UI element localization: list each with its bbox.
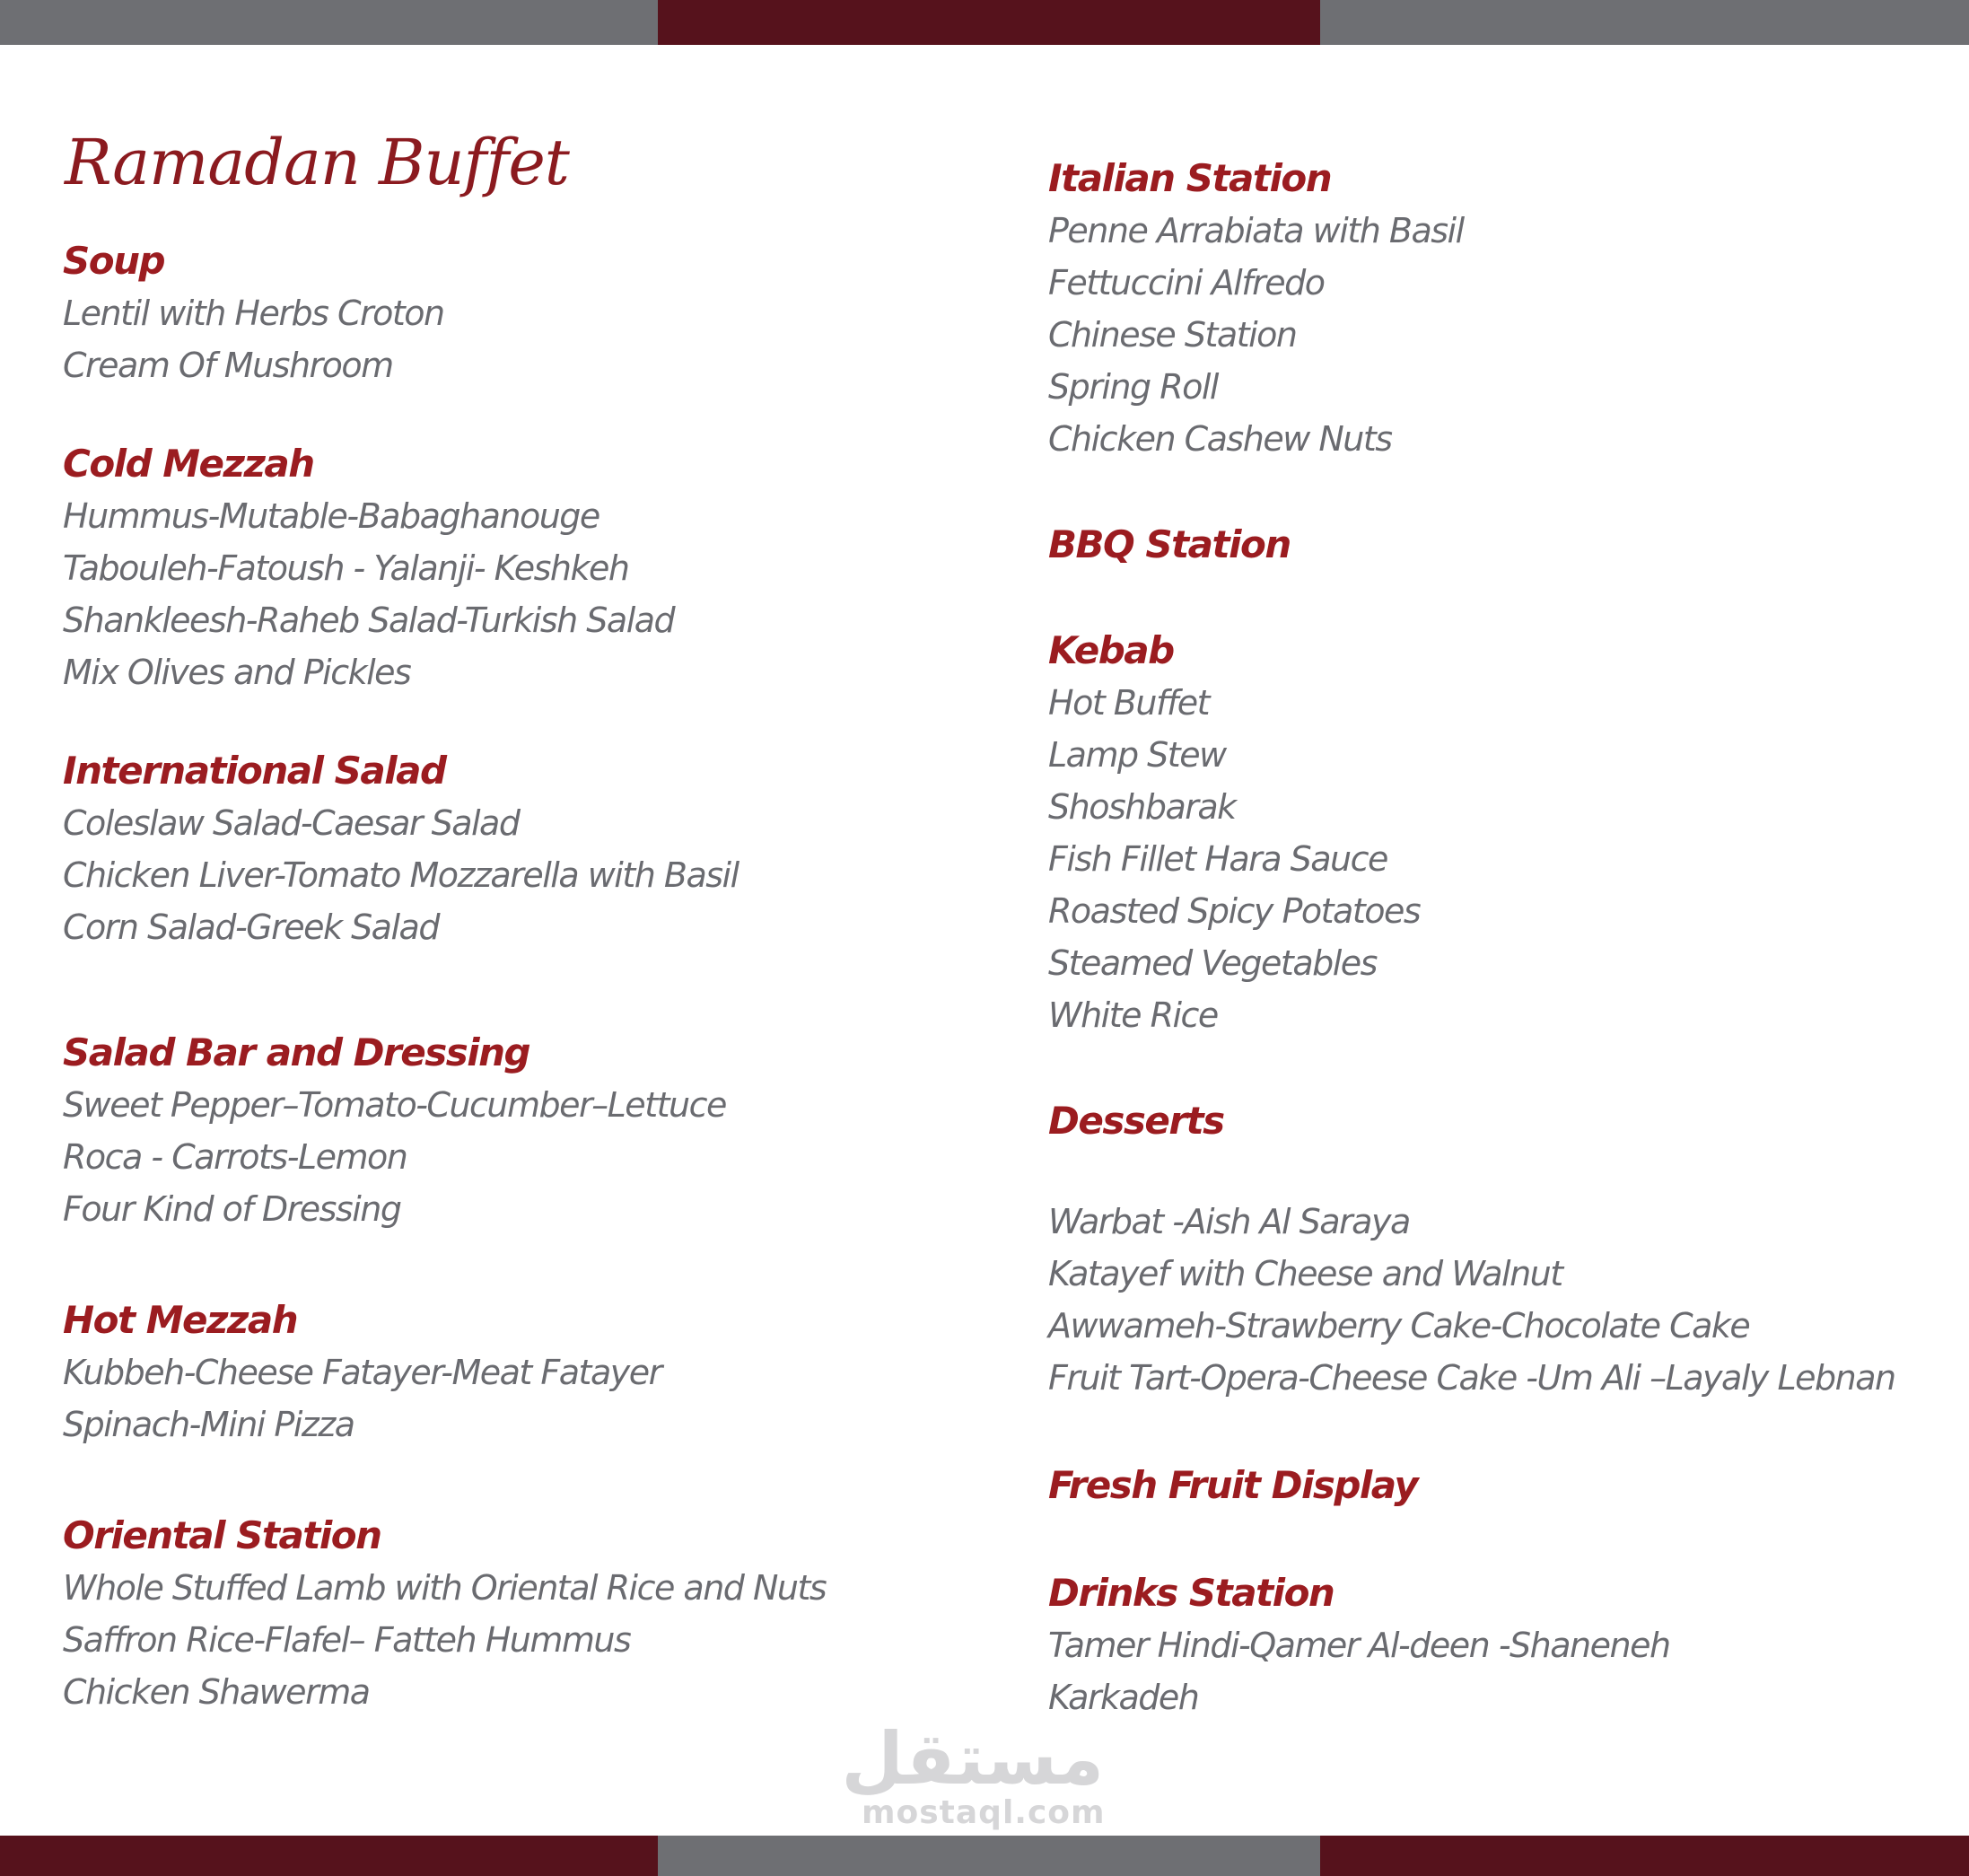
menu-item: Roasted Spicy Potatoes xyxy=(1048,891,1421,931)
band-segment-red xyxy=(1320,1836,1969,1876)
menu-item: Penne Arrabiata with Basil xyxy=(1048,211,1464,250)
menu-item: White Rice xyxy=(1048,995,1218,1035)
left-column xyxy=(63,235,826,1718)
menu-item: Warbat -Aish Al Saraya xyxy=(1048,1202,1410,1241)
top-color-band xyxy=(0,0,1969,45)
menu-item: Chicken Shawerma xyxy=(63,1672,370,1712)
menu-item: Tamer Hindi-Qamer Al-deen -Shaneneh xyxy=(1048,1626,1670,1665)
section-hot-mezzah xyxy=(63,1294,826,1451)
section-heading: Fresh Fruit Display xyxy=(1048,1463,1418,1507)
menu-item: Lamp Stew xyxy=(1048,735,1226,775)
menu-item: Hummus-Mutable-Babaghanouge xyxy=(63,496,599,536)
section-international-salad xyxy=(63,745,826,953)
menu-item: Fettuccini Alfredo xyxy=(1048,263,1325,302)
bottom-color-band xyxy=(0,1836,1969,1876)
section-heading: Drinks Station xyxy=(1048,1571,1335,1615)
menu-item: Chicken Liver-Tomato Mozzarella with Basil xyxy=(63,855,739,895)
menu-item: Lentil with Herbs Croton xyxy=(63,294,444,333)
menu-item: Awwameh-Strawberry Cake-Chocolate Cake xyxy=(1048,1306,1750,1346)
section-heading: Desserts xyxy=(1048,1099,1224,1143)
band-segment-red xyxy=(658,0,1320,45)
menu-item: Cream Of Mushroom xyxy=(63,346,393,385)
menu-item: Saffron Rice-Flafel– Fatteh Hummus xyxy=(63,1620,631,1660)
menu-item: Kubbeh-Cheese Fatayer-Meat Fatayer xyxy=(63,1353,661,1392)
menu-item: Spinach-Mini Pizza xyxy=(63,1405,354,1444)
menu-item: Fish Fillet Hara Sauce xyxy=(1048,839,1387,879)
section-bbq-station xyxy=(1048,519,1895,571)
menu-item: Sweet Pepper–Tomato-Cucumber–Lettuce xyxy=(63,1085,726,1125)
menu-item: Katayef with Cheese and Walnut xyxy=(1048,1254,1562,1293)
section-cold-mezzah xyxy=(63,438,826,698)
section-oriental-station xyxy=(63,1510,826,1718)
menu-item: Whole Stuffed Lamb with Oriental Rice and Nuts xyxy=(63,1568,827,1608)
section-kebab xyxy=(1048,625,1895,1041)
menu-item: Coleslaw Salad-Caesar Salad xyxy=(63,803,520,843)
menu-item: Roca - Carrots-Lemon xyxy=(63,1137,407,1177)
section-fresh-fruit xyxy=(1048,1460,1895,1512)
section-italian-station xyxy=(1048,153,1895,465)
menu-item: Tabouleh-Fatoush - Yalanji- Keshkeh xyxy=(63,548,629,588)
menu-item: Shankleesh-Raheb Salad-Turkish Salad xyxy=(63,600,675,640)
right-column xyxy=(1048,153,1895,1723)
menu-title: Ramadan Buffet xyxy=(65,126,569,199)
menu-item: Chinese Station xyxy=(1048,315,1297,355)
section-heading: Kebab xyxy=(1048,628,1174,672)
section-heading: Italian Station xyxy=(1048,156,1332,200)
menu-item: Spring Roll xyxy=(1048,367,1218,407)
section-salad-bar xyxy=(63,1027,826,1235)
section-heading: Cold Mezzah xyxy=(63,442,314,486)
menu-item: Corn Salad-Greek Salad xyxy=(63,907,439,947)
menu-item: Karkadeh xyxy=(1048,1678,1199,1717)
section-heading: Salad Bar and Dressing xyxy=(63,1030,530,1074)
band-segment-grey xyxy=(658,1836,1320,1876)
section-heading: BBQ Station xyxy=(1048,522,1291,566)
band-segment-grey xyxy=(1320,0,1969,45)
band-segment-red xyxy=(0,1836,658,1876)
menu-item: Steamed Vegetables xyxy=(1048,943,1377,983)
section-drinks-station xyxy=(1048,1567,1895,1723)
watermark xyxy=(841,1717,1106,1831)
section-desserts xyxy=(1048,1095,1895,1404)
menu-item: Four Kind of Dressing xyxy=(63,1189,401,1229)
section-heading: Oriental Station xyxy=(63,1513,381,1557)
menu-item: Mix Olives and Pickles xyxy=(63,653,411,692)
menu-item: Shoshbarak xyxy=(1048,787,1236,827)
section-heading: Hot Mezzah xyxy=(63,1298,298,1342)
menu-item: Chicken Cashew Nuts xyxy=(1048,419,1392,459)
section-heading: Soup xyxy=(63,239,165,283)
watermark-arabic: مستقل xyxy=(841,1717,1104,1801)
section-heading: International Salad xyxy=(63,749,446,793)
band-segment-grey xyxy=(0,0,658,45)
menu-item: Fruit Tart-Opera-Cheese Cake -Um Ali –Layaly Lebnan xyxy=(1048,1358,1895,1398)
menu-item: Hot Buffet xyxy=(1048,683,1209,723)
section-soup xyxy=(63,235,826,391)
watermark-latin: mostaql.com xyxy=(862,1794,1106,1831)
